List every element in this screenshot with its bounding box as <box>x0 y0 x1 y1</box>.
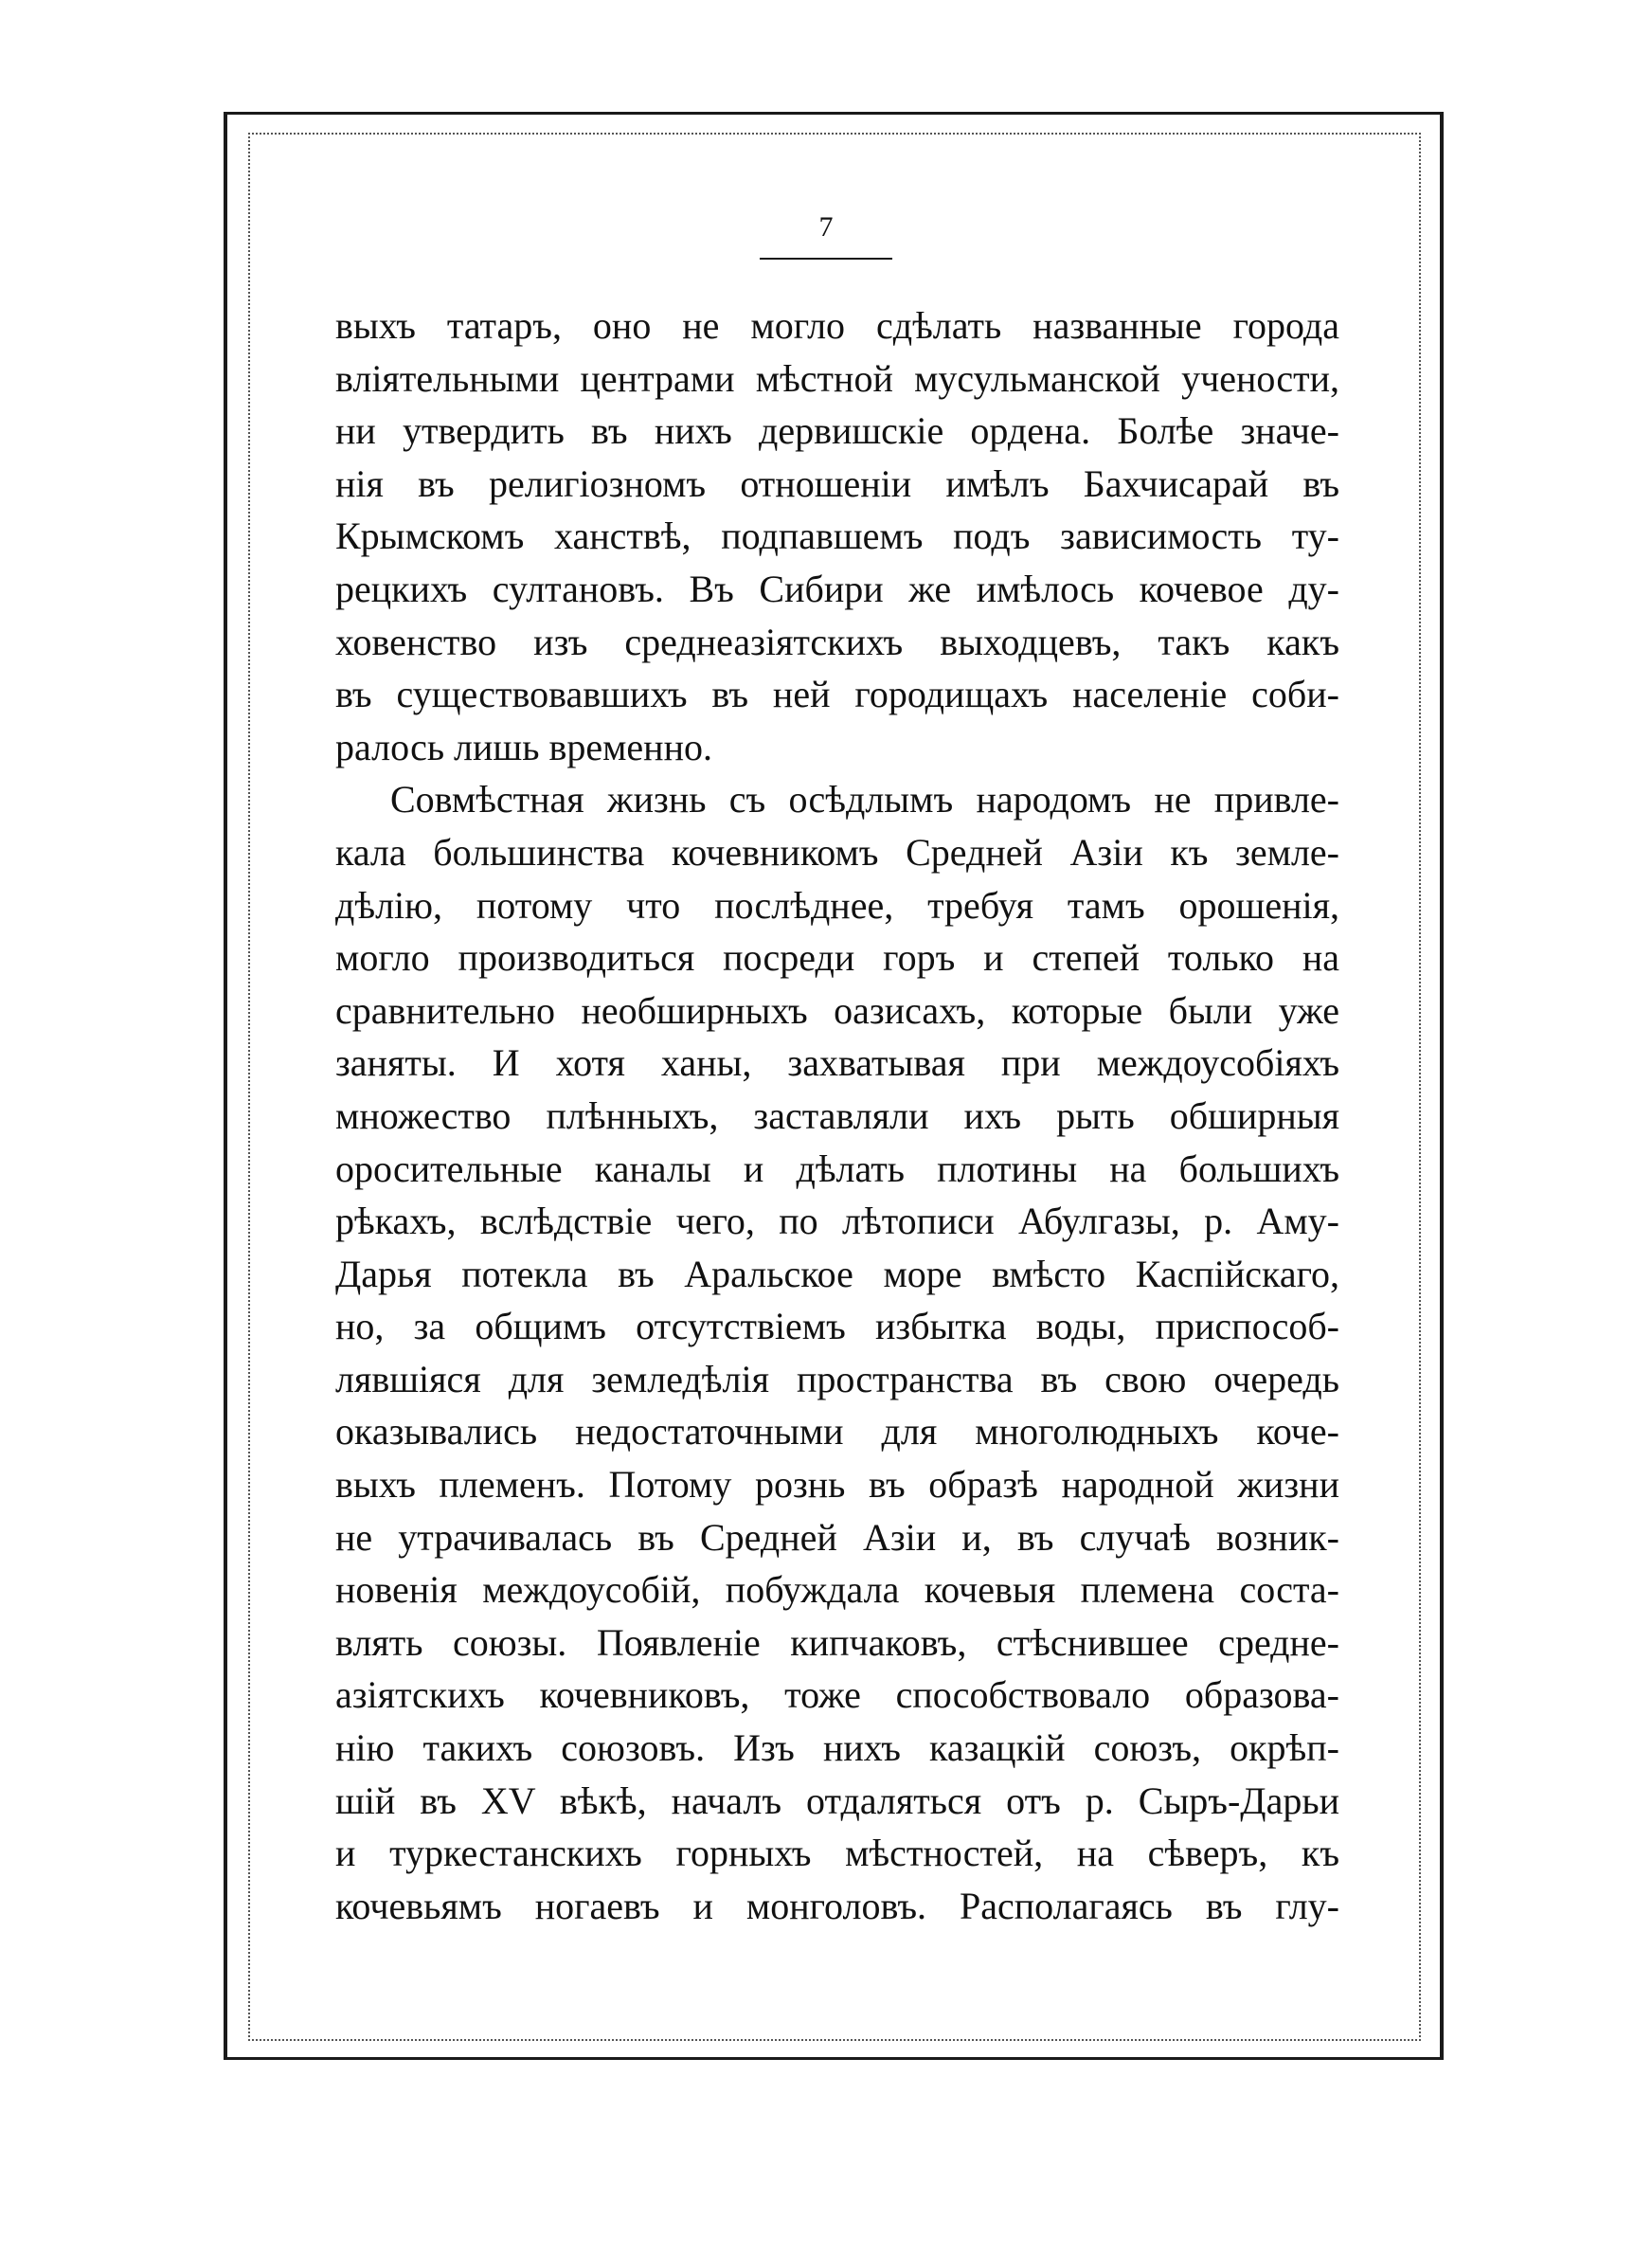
text-line: нiю такихъ союзовъ. Изъ нихъ казацкiй союзъ, окрѣп- <box>335 1726 1339 1770</box>
text-line: кочевьямъ ногаевъ и монголовъ. Располагаясь въ глу- <box>335 1884 1339 1927</box>
text-line: Совмѣстная жизнь съ осѣдлымъ народомъ не привле- <box>390 778 1339 822</box>
text-line: могло производиться посреди горъ и степей только на <box>335 936 1339 980</box>
text-line: оказывались недостаточными для многолюдныхъ коче- <box>335 1410 1339 1454</box>
text-line: кала большинства кочевникомъ Средней Азiи къ земле- <box>335 830 1339 874</box>
text-line: Крымскомъ ханствѣ, подпавшемъ подъ зависимость ту- <box>335 515 1339 558</box>
text-line: въ существовавшихъ въ ней городищахъ населенiе соби- <box>335 673 1339 716</box>
text-line: шiй въ XV вѣкѣ, началъ отдаляться отъ р. Сыръ-Дарьи <box>335 1779 1339 1822</box>
text-line: и туркестанскихъ горныхъ мѣстностей, на сѣверъ, къ <box>335 1832 1339 1875</box>
text-line: новенiя междоусобiй, побуждала кочевыя племена соста- <box>335 1568 1339 1612</box>
text-line: Дарья потекла въ Аральское море вмѣсто Каспiйскаго, <box>335 1252 1339 1295</box>
text-line: рецкихъ султановъ. Въ Сибири же имѣлось кочевое ду- <box>335 567 1339 610</box>
text-line: азiятскихъ кочевниковъ, тоже способствовало образова- <box>335 1673 1339 1717</box>
body-text <box>335 299 1339 1932</box>
paragraph-1 <box>335 299 1339 773</box>
text-line: рѣкахъ, вслѣдствiе чего, по лѣтописи Абулгазы, р. Аму- <box>335 1200 1339 1243</box>
text-line: множество плѣнныхъ, заставляли ихъ рыть обширныя <box>335 1093 1339 1137</box>
page-number-rule <box>760 258 892 260</box>
text-line: но, за общимъ отсутствiемъ избытка воды, приспособ- <box>335 1305 1339 1348</box>
text-line: сравнительно необширныхъ оазисахъ, которые были уже <box>335 988 1339 1032</box>
page-number: 7 <box>818 211 834 243</box>
text-line: лявшiяся для земледѣлiя пространства въ свою очередь <box>335 1357 1339 1400</box>
text-line: ралось лишь временно. <box>335 725 712 768</box>
text-line: оросительные каналы и дѣлать плотины на большихъ <box>335 1147 1339 1190</box>
text-line: выхъ племенъ. Потому рознь въ образѣ народной жизни <box>335 1463 1339 1507</box>
text-line: ховенство изъ среднеазiятскихъ выходцевъ, такъ какъ <box>335 620 1339 663</box>
text-line: нiя въ религiозномъ отношенiи имѣлъ Бахчисарай въ <box>335 461 1339 505</box>
text-line: дѣлiю, потому что послѣднее, требуя тамъ орошенiя, <box>335 883 1339 927</box>
text-line: ни утвердить въ нихъ дервишскiе ордена. Болѣе значе- <box>335 409 1339 453</box>
paragraph-2 <box>335 773 1339 1932</box>
text-line: не утрачивалась въ Средней Азiи и, въ случаѣ возник- <box>335 1515 1339 1559</box>
text-line: влять союзы. Появленiе кипчаковъ, стѣснившее средне- <box>335 1620 1339 1664</box>
text-line: заняты. И хотя ханы, захватывая при междоусобiяхъ <box>335 1041 1339 1085</box>
text-line: влiятельными центрами мѣстной мусульманской учености, <box>335 356 1339 400</box>
text-line: выхъ татаръ, оно не могло сдѣлать названные города <box>335 304 1339 347</box>
